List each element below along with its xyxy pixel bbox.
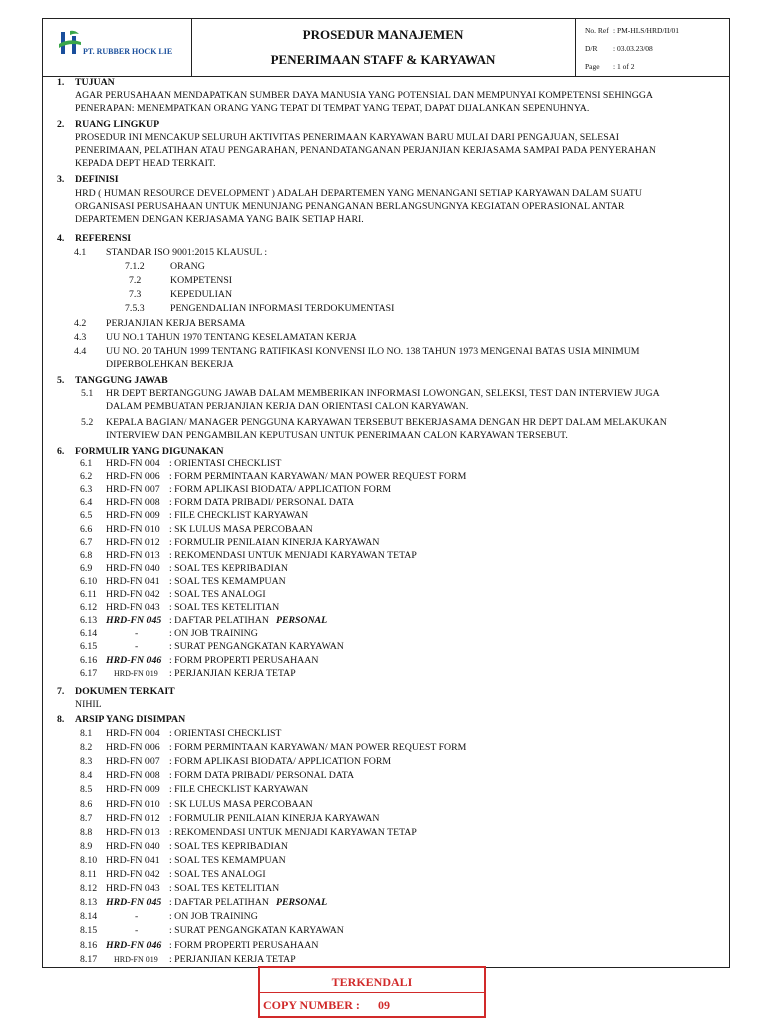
- text-line: PROSEDUR INI MENCAKUP SELURUH AKTIVITAS PENERIMAAN KARYAWAN BARU MULAI DARI PENGAJUAN, SELESAI: [75, 132, 619, 143]
- item-number: 8.15: [80, 925, 98, 937]
- item-text: PERJANJIAN KERJA BERSAMA: [106, 318, 246, 329]
- form-title: : FORM PROPERTI PERUSAHAAN: [169, 654, 319, 666]
- item-number: 6.12: [80, 602, 98, 614]
- item-number: 8.17: [80, 953, 98, 965]
- item-number: 6.7: [80, 536, 93, 548]
- form-title: : FORM APLIKASI BIODATA/ APPLICATION FORM: [169, 756, 392, 768]
- stamp-label: TERKENDALI: [260, 972, 484, 993]
- item-text: UU NO.1 TAHUN 1970 TENTANG KESELAMATAN KERJA: [106, 332, 357, 343]
- form-code: HRD-FN 042: [106, 869, 160, 880]
- form-code: -: [135, 911, 139, 923]
- item-text: KEPEDULIAN: [170, 289, 233, 300]
- item-number: 7.5.3: [125, 303, 145, 314]
- company-logo-icon: [55, 28, 85, 58]
- section-title: DOKUMEN TERKAIT: [75, 686, 175, 697]
- company-name: PT. RUBBER HOCK LIE: [83, 47, 173, 56]
- text-line: HRD ( HUMAN RESOURCE DEVELOPMENT ) ADALAH DEPARTEMEN YANG MENANGANI SETIAP KARYAWAN DALAM SUATU: [75, 188, 642, 199]
- form-title: : SK LULUS MASA PERCOBAAN: [169, 523, 313, 535]
- document-header: [43, 19, 729, 77]
- item-number: 8.5: [80, 784, 93, 796]
- form-title: : PERJANJIAN KERJA TETAP: [169, 667, 296, 679]
- item-number: 6.5: [80, 510, 93, 522]
- form-code: HRD-FN 004: [106, 728, 160, 739]
- form-code: HRD-FN 019: [114, 954, 158, 964]
- form-code: HRD-FN 008: [106, 770, 160, 782]
- text-line: NIHIL: [75, 699, 102, 710]
- form-title: : SOAL TES ANALOGI: [169, 589, 266, 600]
- document-title-line2: PENERIMAAN STAFF & KARYAWAN: [270, 52, 496, 67]
- form-code: HRD-FN 004: [106, 458, 160, 469]
- item-number: 8.1: [80, 728, 93, 739]
- item-number: 8.16: [80, 939, 98, 951]
- form-title: : ORIENTASI CHECKLIST: [169, 728, 282, 739]
- form-code: HRD-FN 045: [106, 897, 162, 909]
- item-number: 6.14: [80, 628, 98, 640]
- section-title: REFERENSI: [75, 233, 132, 244]
- item-number: 6.4: [80, 497, 93, 509]
- form-title: : SOAL TES KEPRIBADIAN: [169, 562, 288, 574]
- section-title: DEFINISI: [75, 174, 119, 185]
- form-title: : SOAL TES KEPRIBADIAN: [169, 840, 288, 852]
- section-number: 6.: [57, 446, 65, 457]
- item-number: 6.2: [80, 471, 93, 483]
- form-title: : SOAL TES KEMAMPUAN: [169, 854, 286, 866]
- copy-number-value: 09: [378, 998, 390, 1012]
- form-title: : SK LULUS MASA PERCOBAAN: [169, 798, 313, 810]
- item-number: 4.2: [74, 318, 87, 329]
- form-title: : DAFTAR PELATIHAN: [169, 897, 269, 909]
- section-number: 8.: [57, 714, 65, 725]
- meta-page: Page : 1 of 2: [585, 62, 635, 71]
- form-code: HRD-FN 007: [106, 484, 160, 496]
- text-line: PENERAPAN: MENEMPATKAN ORANG YANG TEPAT DI TEMPAT YANG TEPAT, DAPAT DIJALANKAN SEPENUHNYA.: [75, 103, 590, 114]
- item-text: PENGENDALIAN INFORMASI TERDOKUMENTASI: [170, 303, 395, 314]
- form-title: : DAFTAR PELATIHAN: [169, 615, 269, 627]
- form-code: HRD-FN 040: [106, 562, 160, 574]
- form-code: HRD-FN 043: [106, 602, 160, 614]
- section-number: 7.: [57, 686, 65, 697]
- form-title: : SOAL TES KEMAMPUAN: [169, 575, 286, 587]
- form-title: : SURAT PENGANGKATAN KARYAWAN: [169, 925, 344, 937]
- item-number: 8.6: [80, 798, 93, 810]
- form-title: : SOAL TES KETELITIAN: [169, 883, 280, 895]
- item-number: 6.11: [80, 589, 97, 600]
- item-number: 7.3: [129, 289, 142, 300]
- section-number: 5.: [57, 375, 65, 386]
- form-title: : FILE CHECKLIST KARYAWAN: [169, 510, 309, 522]
- item-text: HR DEPT BERTANGGUNG JAWAB DALAM MEMBERIKAN INFORMASI LOWONGAN, SELEKSI, TEST DAN INTERVIEW JUGA: [106, 388, 660, 399]
- form-title: : FILE CHECKLIST KARYAWAN: [169, 784, 309, 796]
- form-title: : FORMULIR PENILAIAN KINERJA KARYAWAN: [169, 812, 380, 824]
- form-title: : PERJANJIAN KERJA TETAP: [169, 953, 296, 965]
- form-code: HRD-FN 043: [106, 883, 160, 895]
- form-code: -: [135, 628, 139, 640]
- item-number: 8.12: [80, 883, 98, 895]
- section-number: 1.: [57, 77, 65, 88]
- section-title: ARSIP YANG DISIMPAN: [75, 714, 186, 725]
- item-text: ORANG: [170, 261, 205, 272]
- form-title-emphasis: PERSONAL: [276, 897, 328, 909]
- document-meta: [575, 19, 729, 76]
- copy-number-label: COPY NUMBER :: [263, 998, 360, 1012]
- item-number: 6.15: [80, 641, 98, 653]
- item-text: UU NO. 20 TAHUN 1999 TENTANG RATIFIKASI KONVENSI ILO NO. 138 TAHUN 1973 MENGENAI BATAS USIA MINIMUM: [106, 346, 640, 357]
- form-title: : SURAT PENGANGKATAN KARYAWAN: [169, 641, 344, 653]
- form-code: HRD-FN 045: [106, 615, 162, 627]
- item-number: 4.1: [74, 247, 87, 258]
- item-number: 6.10: [80, 575, 98, 587]
- item-number: 8.13: [80, 897, 98, 909]
- form-code: HRD-FN 013: [106, 826, 160, 838]
- section-title: TUJUAN: [75, 77, 115, 88]
- text-line: DEPARTEMEN DENGAN KERJASAMA YANG BAIK SETIAP HARI.: [75, 214, 364, 225]
- form-code: HRD-FN 007: [106, 756, 160, 768]
- form-code: HRD-FN 008: [106, 497, 160, 509]
- item-text: DIPERBOLEHKAN BEKERJA: [106, 359, 234, 370]
- item-number: 6.6: [80, 523, 93, 535]
- form-code: HRD-FN 012: [106, 812, 160, 824]
- form-code: HRD-FN 009: [106, 784, 160, 796]
- form-title: : REKOMENDASI UNTUK MENJADI KARYAWAN TETAP: [169, 826, 417, 838]
- item-number: 6.3: [80, 484, 93, 496]
- item-number: 6.8: [80, 549, 93, 561]
- section-title: FORMULIR YANG DIGUNAKAN: [75, 446, 224, 457]
- item-number: 6.1: [80, 458, 93, 469]
- form-title-emphasis: PERSONAL: [276, 615, 328, 627]
- form-title: : FORM DATA PRIBADI/ PERSONAL DATA: [169, 497, 355, 509]
- form-code: HRD-FN 046: [106, 939, 162, 951]
- item-number: 8.9: [80, 840, 93, 852]
- form-code: HRD-FN 013: [106, 549, 160, 561]
- text-line: PENERIMAAN, PELATIHAN ATAU PENGARAHAN, PENANDATANGANAN PERJANJIAN KERJASAMA SAMPAI PADA PENYERAHAN: [75, 145, 656, 156]
- form-title: : ON JOB TRAINING: [169, 911, 258, 923]
- form-code: HRD-FN 046: [106, 654, 162, 666]
- form-title: : FORM APLIKASI BIODATA/ APPLICATION FORM: [169, 484, 392, 496]
- text-line: KEPADA DEPT HEAD TERKAIT.: [75, 158, 216, 169]
- form-code: HRD-FN 012: [106, 536, 160, 548]
- section-title: RUANG LINGKUP: [75, 119, 160, 130]
- form-code: HRD-FN 019: [114, 668, 158, 678]
- section-number: 2.: [57, 119, 65, 130]
- form-code: HRD-FN 006: [106, 742, 160, 754]
- form-title: : FORM PERMINTAAN KARYAWAN/ MAN POWER REQUEST FORM: [169, 742, 467, 754]
- form-title: : ON JOB TRAINING: [169, 628, 258, 640]
- section-title: TANGGUNG JAWAB: [75, 375, 168, 386]
- item-text: KEPALA BAGIAN/ MANAGER PENGGUNA KARYAWAN TERSEBUT BEKERJASAMA DENGAN HR DEPT DALAM MELAKUKAN: [106, 417, 667, 428]
- section-number: 3.: [57, 174, 65, 185]
- controlled-copy-stamp: [258, 966, 486, 1018]
- form-title: : ORIENTASI CHECKLIST: [169, 458, 282, 469]
- item-number: 5.1: [81, 388, 94, 399]
- item-number: 7.1.2: [125, 261, 145, 272]
- form-title: : FORM PERMINTAAN KARYAWAN/ MAN POWER REQUEST FORM: [169, 471, 467, 483]
- logo-cell: [43, 19, 192, 76]
- item-number: 8.3: [80, 756, 93, 768]
- text-line: ORGANISASI PERUSAHAAN UNTUK MENUNJANG PENANGANAN BERLANGSUNGNYA KEGIATAN OPERASIONAL ANTAR: [75, 201, 625, 212]
- form-title: : SOAL TES KETELITIAN: [169, 602, 280, 614]
- item-number: 8.7: [80, 812, 93, 824]
- form-code: HRD-FN 041: [106, 854, 160, 866]
- item-text: INTERVIEW DAN PENGAMBILAN KEPUTUSAN UNTUK PENERIMAAN CALON KARYAWAN TERSEBUT.: [106, 430, 568, 441]
- form-code: HRD-FN 009: [106, 510, 160, 522]
- form-title: : FORM PROPERTI PERUSAHAAN: [169, 939, 319, 951]
- meta-ref: No. Ref : PM-HLS/HRD/II/01: [585, 26, 680, 35]
- item-text: DALAM PEMBUATAN PERJANJIAN KERJA DAN ORIENTASI CALON KARYAWAN.: [106, 401, 469, 412]
- document-title-line1: PROSEDUR MANAJEMEN: [302, 27, 464, 42]
- form-code: HRD-FN 010: [106, 523, 160, 535]
- item-number: 8.14: [80, 911, 98, 923]
- item-number: 8.2: [80, 742, 93, 754]
- item-number: 6.17: [80, 667, 98, 679]
- item-number: 4.4: [74, 346, 87, 357]
- item-text: KOMPETENSI: [170, 275, 233, 286]
- form-code: HRD-FN 010: [106, 798, 160, 810]
- form-code: HRD-FN 006: [106, 471, 160, 483]
- item-number: 5.2: [81, 417, 94, 428]
- item-text: STANDAR ISO 9001:2015 KLAUSUL :: [106, 247, 268, 258]
- form-code: -: [135, 641, 139, 653]
- item-number: 8.8: [80, 826, 93, 838]
- text-line: AGAR PERUSAHAAN MENDAPATKAN SUMBER DAYA MANUSIA YANG POTENSIAL DAN MEMPUNYAI KOMPETENSI SEHINGGA: [75, 90, 653, 101]
- item-number: 6.16: [80, 654, 98, 666]
- item-number: 6.9: [80, 562, 93, 574]
- item-number: 6.13: [80, 615, 98, 627]
- item-number: 7.2: [129, 275, 142, 286]
- title-cell: [191, 19, 576, 76]
- item-number: 8.10: [80, 854, 98, 866]
- form-code: HRD-FN 040: [106, 840, 160, 852]
- meta-dr: D/R : 03.03.23/08: [585, 44, 653, 53]
- form-code: HRD-FN 042: [106, 589, 160, 600]
- form-code: HRD-FN 041: [106, 575, 160, 587]
- form-title: : FORMULIR PENILAIAN KINERJA KARYAWAN: [169, 536, 380, 548]
- form-title: : REKOMENDASI UNTUK MENJADI KARYAWAN TETAP: [169, 549, 417, 561]
- item-number: 4.3: [74, 332, 87, 343]
- form-title: : SOAL TES ANALOGI: [169, 869, 266, 880]
- form-title: : FORM DATA PRIBADI/ PERSONAL DATA: [169, 770, 355, 782]
- item-number: 8.4: [80, 770, 93, 782]
- section-number: 4.: [57, 233, 65, 244]
- item-number: 8.11: [80, 869, 97, 880]
- form-code: -: [135, 925, 139, 937]
